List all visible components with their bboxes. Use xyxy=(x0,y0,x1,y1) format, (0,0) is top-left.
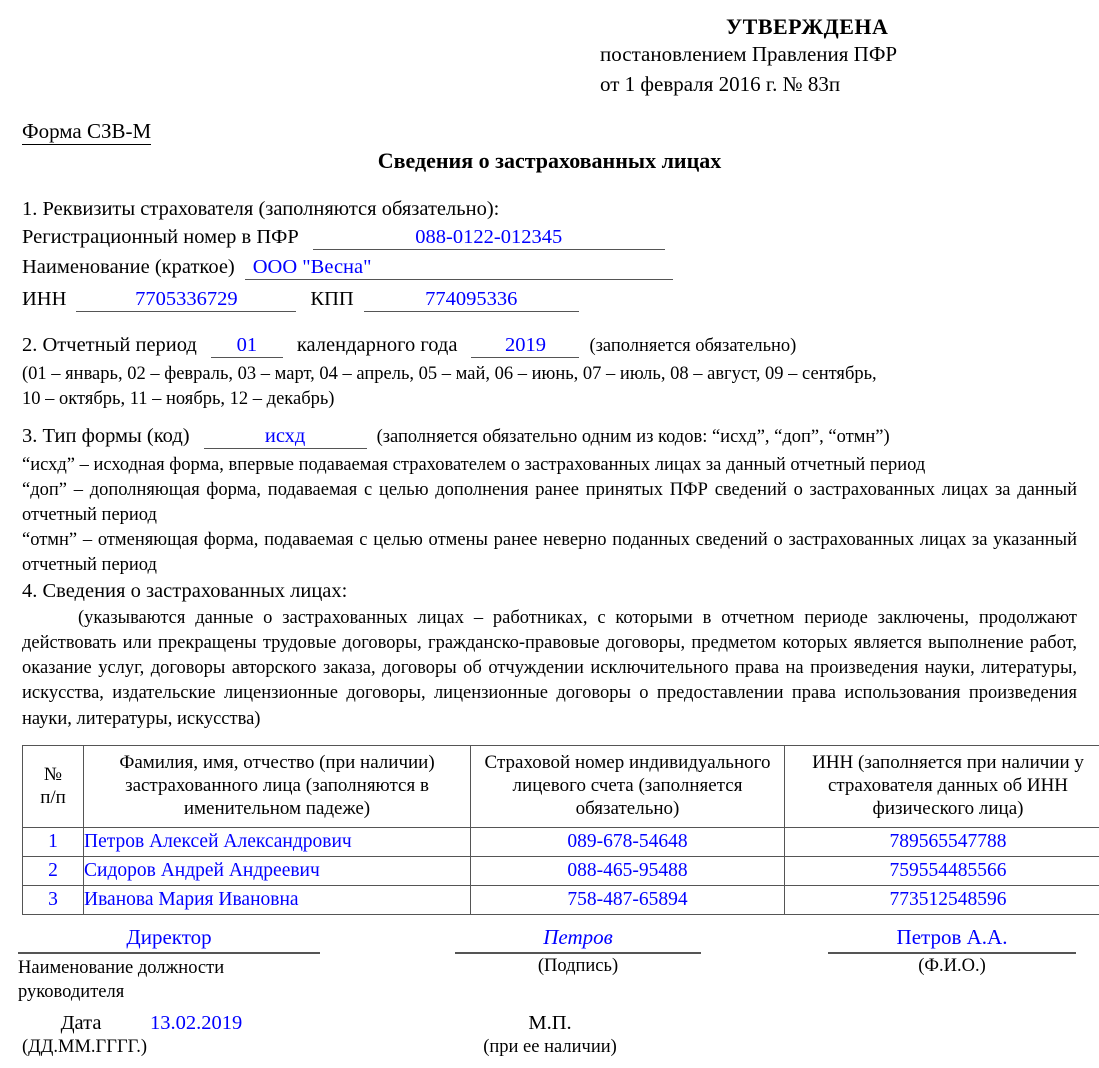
organization-name-label: Наименование (краткое) xyxy=(22,256,235,278)
header-number-line-1: № xyxy=(43,763,63,785)
page-title: Сведения о застрахованных лицах xyxy=(377,148,722,173)
form-type-desc-ishd: “исхд” – исходная форма, впервые подаваемая страхователем о застрахованных лицах за данный отчетный период xyxy=(22,455,926,475)
section2-note: (заполняется обязательно) xyxy=(589,336,797,356)
approval-line-2: от 1 февраля 2016 г. № 83п xyxy=(600,71,841,96)
cell-snils[interactable]: 089-678-54648 xyxy=(471,827,785,856)
organization-name-value[interactable]: ООО "Весна" xyxy=(245,255,673,280)
cell-fio[interactable]: Сидоров Андрей Андреевич xyxy=(84,856,471,885)
form-code-label: Форма СЗВ-М xyxy=(22,119,151,145)
registration-number-label: Регистрационный номер в ПФР xyxy=(22,226,299,248)
cell-inn[interactable]: 759554485566 xyxy=(785,856,1099,885)
seal-label: М.П. xyxy=(528,1012,572,1034)
cell-number: 2 xyxy=(23,856,84,885)
section2-period-row xyxy=(22,332,796,359)
inn-kpp-field xyxy=(22,286,579,313)
section3-type-row xyxy=(22,423,890,450)
approval-title: УТВЕРЖДЕНА xyxy=(726,14,889,39)
calendar-year-label: календарного года xyxy=(296,334,458,356)
table-row xyxy=(23,885,1099,914)
section4-paragraph: (указываются данные о застрахованных лицах – работниках, с которыми в отчетном периоде заключены, продолжают действовать или прекращены трудовые договоры, гражданско-правовые договоры, предметом которых является выполнение работ, оказание услуг, договоры авторского заказа, договоры об отчуждении исключительного права на произведения науки, литературы, искусства, издательские лицензионные договоры, лицензионные договоры о предоставлении права использования произведения науки, литературы, искусства) xyxy=(22,608,1077,729)
cell-inn[interactable]: 789565547788 xyxy=(785,827,1099,856)
signature-value[interactable]: Петров xyxy=(455,925,701,954)
position-caption-line-1: Наименование должности xyxy=(18,957,225,978)
months-legend-line-2: 10 – октябрь, 11 – ноябрь, 12 – декабрь) xyxy=(22,389,335,409)
cell-inn[interactable]: 773512548596 xyxy=(785,885,1099,914)
signature-block xyxy=(0,925,1099,1002)
table-body xyxy=(23,827,1099,914)
insured-persons-table-wrapper xyxy=(22,745,1084,915)
cell-number: 3 xyxy=(23,885,84,914)
seal-caption: (при ее наличии) xyxy=(483,1037,617,1058)
fio-value[interactable]: Петров А.А. xyxy=(828,925,1076,954)
header-snils: Страховой номер индивидуального лицевого счета (заполняется обязательно) xyxy=(471,746,785,828)
organization-name-field xyxy=(22,254,673,281)
section2-label: 2. Отчетный период xyxy=(22,334,197,356)
inn-value[interactable]: 7705336729 xyxy=(76,287,296,312)
fio-caption: (Ф.И.О.) xyxy=(918,955,986,976)
position-value[interactable]: Директор xyxy=(18,925,320,954)
table-header-row xyxy=(23,746,1099,828)
table-row xyxy=(23,856,1099,885)
position-field xyxy=(18,925,320,1004)
date-caption: (ДД.ММ.ГГГГ.) xyxy=(22,1037,148,1058)
form-type-code-value[interactable]: исхд xyxy=(204,424,367,449)
kpp-value[interactable]: 774095336 xyxy=(364,287,579,312)
header-fio: Фамилия, имя, отчество (при наличии) застрахованного лица (заполняются в именительном падеже) xyxy=(84,746,471,828)
table-row xyxy=(23,827,1099,856)
calendar-year-value[interactable]: 2019 xyxy=(471,333,579,358)
registration-number-value[interactable]: 088-0122-012345 xyxy=(313,225,665,250)
cell-snils[interactable]: 088-465-95488 xyxy=(471,856,785,885)
header-inn: ИНН (заполняется при наличии у страхователя данных об ИНН физического лица) xyxy=(785,746,1099,828)
section4-heading: 4. Сведения о застрахованных лицах: xyxy=(22,580,348,602)
approval-block xyxy=(600,14,1080,100)
header-number xyxy=(23,746,84,828)
section3-label: 3. Тип формы (код) xyxy=(22,425,190,447)
fio-field xyxy=(828,925,1076,977)
seal-field xyxy=(430,1010,670,1060)
header-number-line-2: п/п xyxy=(40,786,66,808)
section3-note: (заполняется обязательно одним из кодов: “исхд”, “доп”, “отмн”) xyxy=(376,427,890,447)
cell-fio[interactable]: Иванова Мария Ивановна xyxy=(84,885,471,914)
kpp-label: КПП xyxy=(310,288,354,310)
section1-heading: 1. Реквизиты страхователя (заполняются обязательно): xyxy=(22,198,500,220)
months-legend-line-1: (01 – январь, 02 – февраль, 03 – март, 04 – апрель, 05 – май, 06 – июнь, 07 – июль, 08 – август, 09 – сентябрь, xyxy=(22,364,877,384)
position-caption xyxy=(18,954,320,1004)
registration-number-field xyxy=(22,224,665,251)
form-type-desc-dop: “доп” – дополняющая форма, подаваемая с целью дополнения ранее принятых ПФР сведений о застрахованных лицах за данный отчетный период xyxy=(22,480,1077,526)
date-label: Дата xyxy=(60,1012,102,1034)
position-caption-line-2: руководителя xyxy=(18,981,125,1002)
cell-number: 1 xyxy=(23,827,84,856)
form-type-desc-otmn: “отмн” – отменяющая форма, подаваемая с целью отмены ранее неверно поданных сведений о застрахованных лицах за указанный отчетный период xyxy=(22,530,1077,576)
cell-fio[interactable]: Петров Алексей Александрович xyxy=(84,827,471,856)
signature-caption: (Подпись) xyxy=(537,955,619,976)
date-value[interactable]: 13.02.2019 xyxy=(150,1012,243,1034)
reporting-period-value[interactable]: 01 xyxy=(211,333,283,358)
approval-line-1: постановлением Правления ПФР xyxy=(600,42,898,66)
cell-snils[interactable]: 758-487-65894 xyxy=(471,885,785,914)
date-field xyxy=(22,1010,242,1060)
inn-label: ИНН xyxy=(22,288,67,310)
signature-field xyxy=(455,925,701,977)
insured-persons-table xyxy=(22,745,1099,915)
